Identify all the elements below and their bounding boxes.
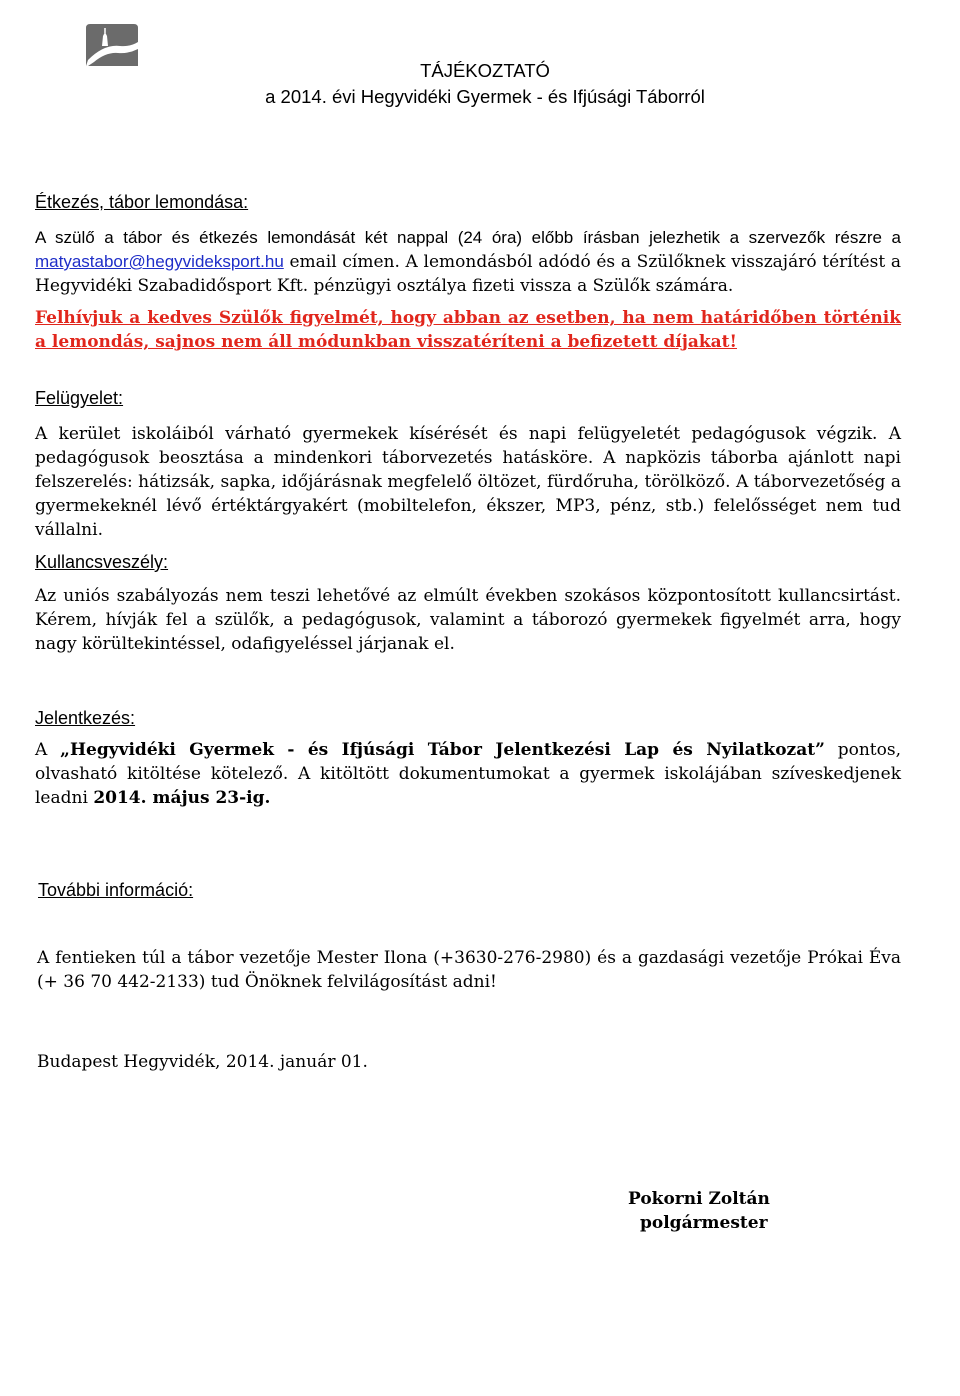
place-date: Budapest Hegyvidék, 2014. január 01.	[37, 1052, 368, 1072]
jelentkezes-paragraph: A „Hegyvidéki Gyermek - és Ifjúsági Tábor Jelentkezési Lap és Nyilatkozat” pontos, olvasható kitöltése kötelező. A kitöltött dokumentumokat a gyermek iskolájában szíveskedjenek leadni 2014. május 23-ig.	[35, 740, 902, 808]
section-heading-etkezes: Étkezés, tábor lemondása:	[35, 192, 249, 212]
signer-name: Pokorni Zoltán	[628, 1189, 770, 1209]
info-paragraph: A fentieken túl a tábor vezetője Mester Ilona (+3630-276-2980) és a gazdasági vezetője Prókai Éva (+ 36 70 442-2133) tud Önöknek felvilágosítást adni!	[37, 948, 901, 992]
page-subtitle: a 2014. évi Hegyvidéki Gyermek - és Ifjúsági Táborról	[265, 86, 705, 107]
section-heading-kullancs: Kullancsveszély:	[35, 552, 169, 572]
etkezes-paragraph: A szülő a tábor és étkezés lemondását két nappal (24 óra) előbb írásban jelezhetik a szervezők részre a matyastabor@hegyvideksport.hu email címen. A lemondásból adódó és a Szülőknek visszajáró térítést a Hegyvidéki Szabadidősport Kft. pénzügyi osztálya fizeti vissza a Szülők számára.	[35, 228, 901, 296]
kullancs-paragraph: Az uniós szabályozás nem teszi lehetővé az elmúlt években szokásos központosított kullancsirtást. Kérem, hívják fel a szülők, a pedagógusok, valamint a táborozó gyermekek figyelmét arra, hogy nagy körültekintéssel, odafigyeléssel járjanak el.	[35, 586, 901, 654]
signer-title: polgármester	[640, 1213, 768, 1233]
section-heading-info: További információ:	[38, 880, 194, 900]
warning-paragraph: Felhívjuk a kedves Szülők figyelmét, hogy abban az esetben, ha nem határidőben történik a lemondás, sajnos nem áll módunkban visszatéríteni a befizetett díjakat!	[35, 308, 901, 352]
section-heading-jelentkezes: Jelentkezés:	[35, 708, 136, 728]
page-title: TÁJÉKOZTATÓ	[420, 60, 550, 81]
section-heading-felugyelet: Felügyelet:	[35, 388, 124, 408]
email-link[interactable]: matyastabor@hegyvideksport.hu	[35, 252, 284, 271]
felugyelet-paragraph: A kerület iskoláiból várható gyermekek kísérését és napi felügyeletét pedagógusok végzik. A pedagógusok beosztása a mindenkori táborvezetés hatásköre. A napközis táborba ajánlott napi felszerelés: hátizsák, sapka, időjárásnak megfelelő öltözet, fürdőruha, törölköző. A táborvezetőség a gyermekeknél lévő értéktárgyakért (mobiltelefon, ékszer, MP3, pénz, stb.) felelősséget nem tud vállalni.	[35, 424, 901, 540]
